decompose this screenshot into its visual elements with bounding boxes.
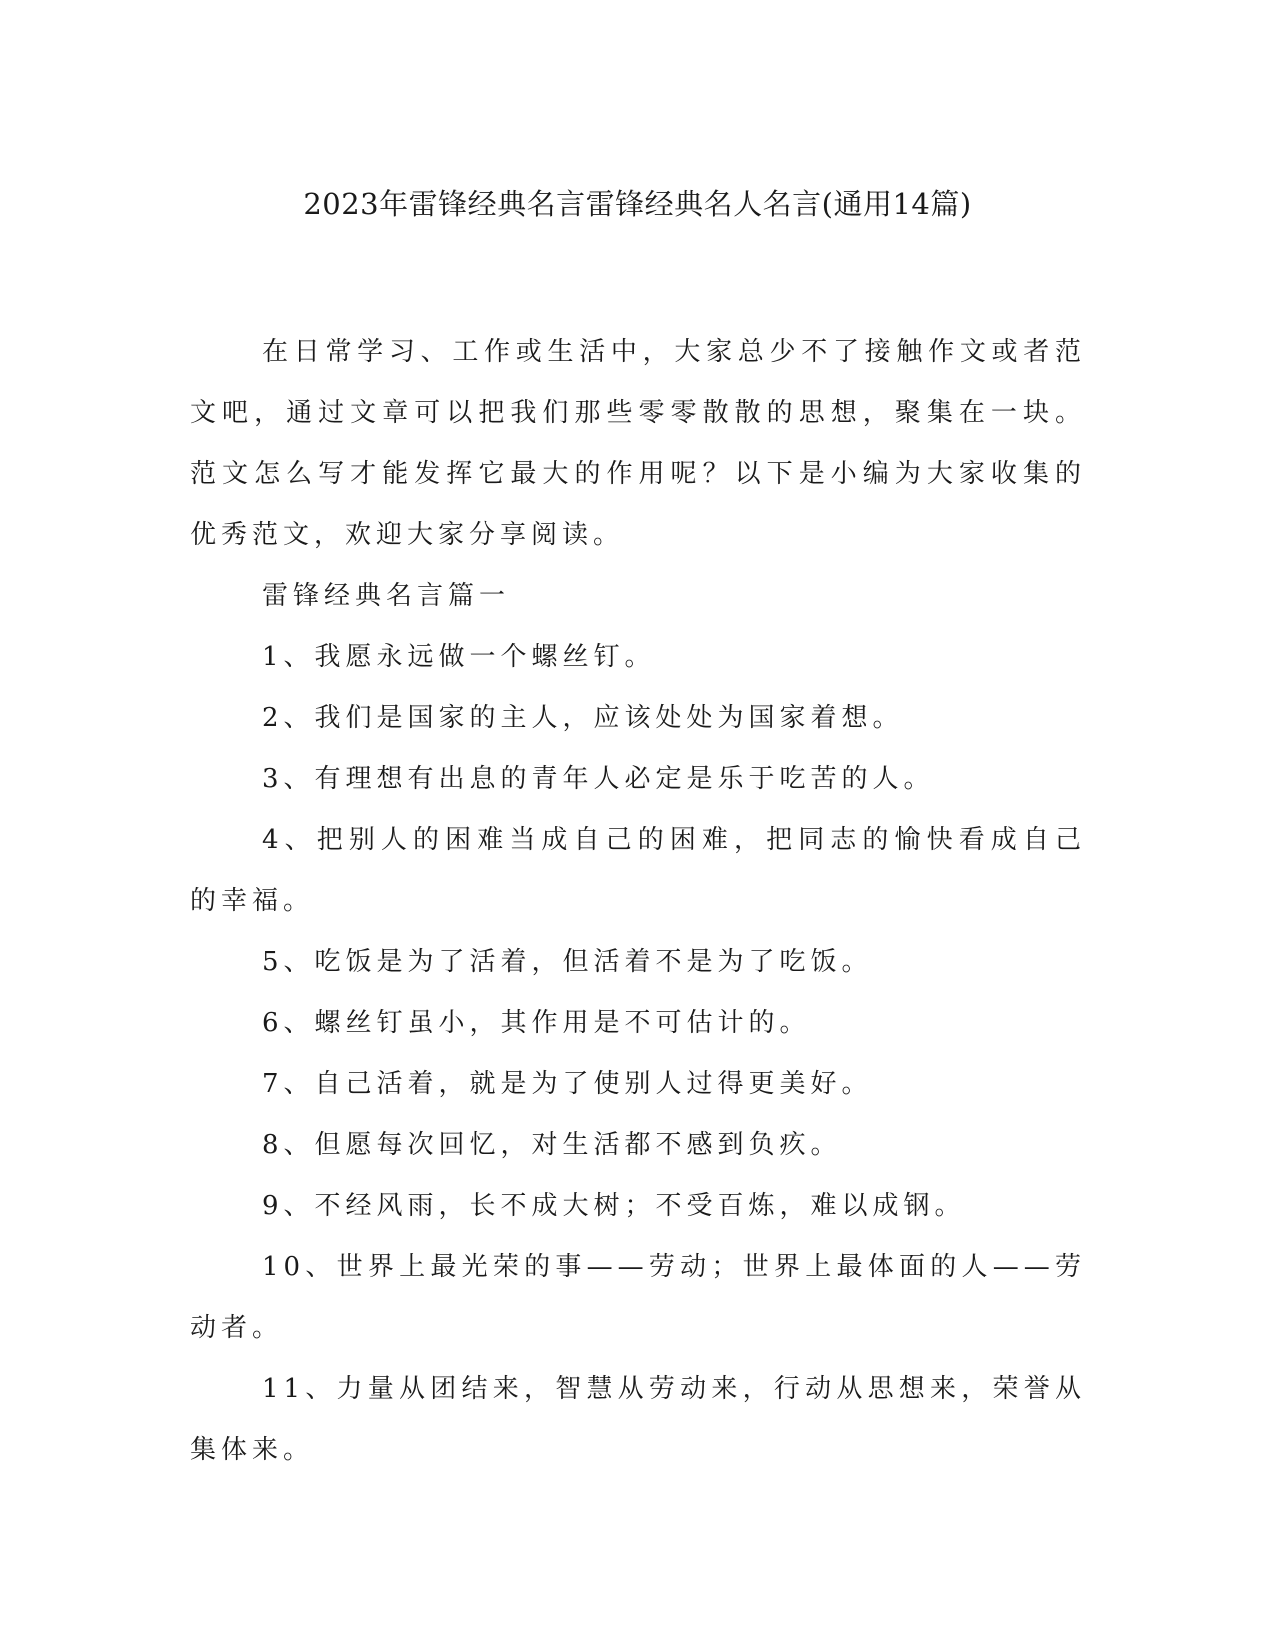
quote-item: 2、我们是国家的主人，应该处处为国家着想。 (262, 703, 904, 733)
intro-paragraph: 在日常学习、工作或生活中，大家总少不了接触作文或者范文吧，通过文章可以把我们那些零零散散的思想，聚集在一块。范文怎么写才能发挥它最大的作用呢？以下是小编为大家收集的优秀范文，欢迎大家分享阅读。 (190, 337, 1086, 550)
quote-item: 7、自己活着，就是为了使别人过得更美好。 (262, 1069, 873, 1099)
quote-item: 3、有理想有出息的青年人必定是乐于吃苦的人。 (262, 764, 935, 794)
page-title: 2023年雷锋经典名言雷锋经典名人名言(通用14篇) (303, 187, 972, 221)
quote-item: 4、把别人的困难当成自己的困难，把同志的愉快看成自己的幸福。 (190, 825, 1086, 916)
quote-item: 8、但愿每次回忆，对生活都不感到负疚。 (262, 1130, 842, 1160)
quote-item: 1、我愿永远做一个螺丝钉。 (262, 642, 656, 672)
quote-item: 6、螺丝钉虽小，其作用是不可估计的。 (262, 1008, 811, 1038)
quote-item: 9、不经风雨，长不成大树；不受百炼，难以成钢。 (262, 1191, 966, 1221)
document-body (190, 322, 1086, 1481)
quote-item: 10、世界上最光荣的事——劳动；世界上最体面的人——劳动者。 (190, 1252, 1086, 1343)
section-heading: 雷锋经典名言篇一 (262, 581, 511, 611)
quote-item: 11、力量从团结来，智慧从劳动来，行动从思想来，荣誉从集体来。 (190, 1374, 1086, 1465)
quote-item: 5、吃饭是为了活着，但活着不是为了吃饭。 (262, 947, 873, 977)
